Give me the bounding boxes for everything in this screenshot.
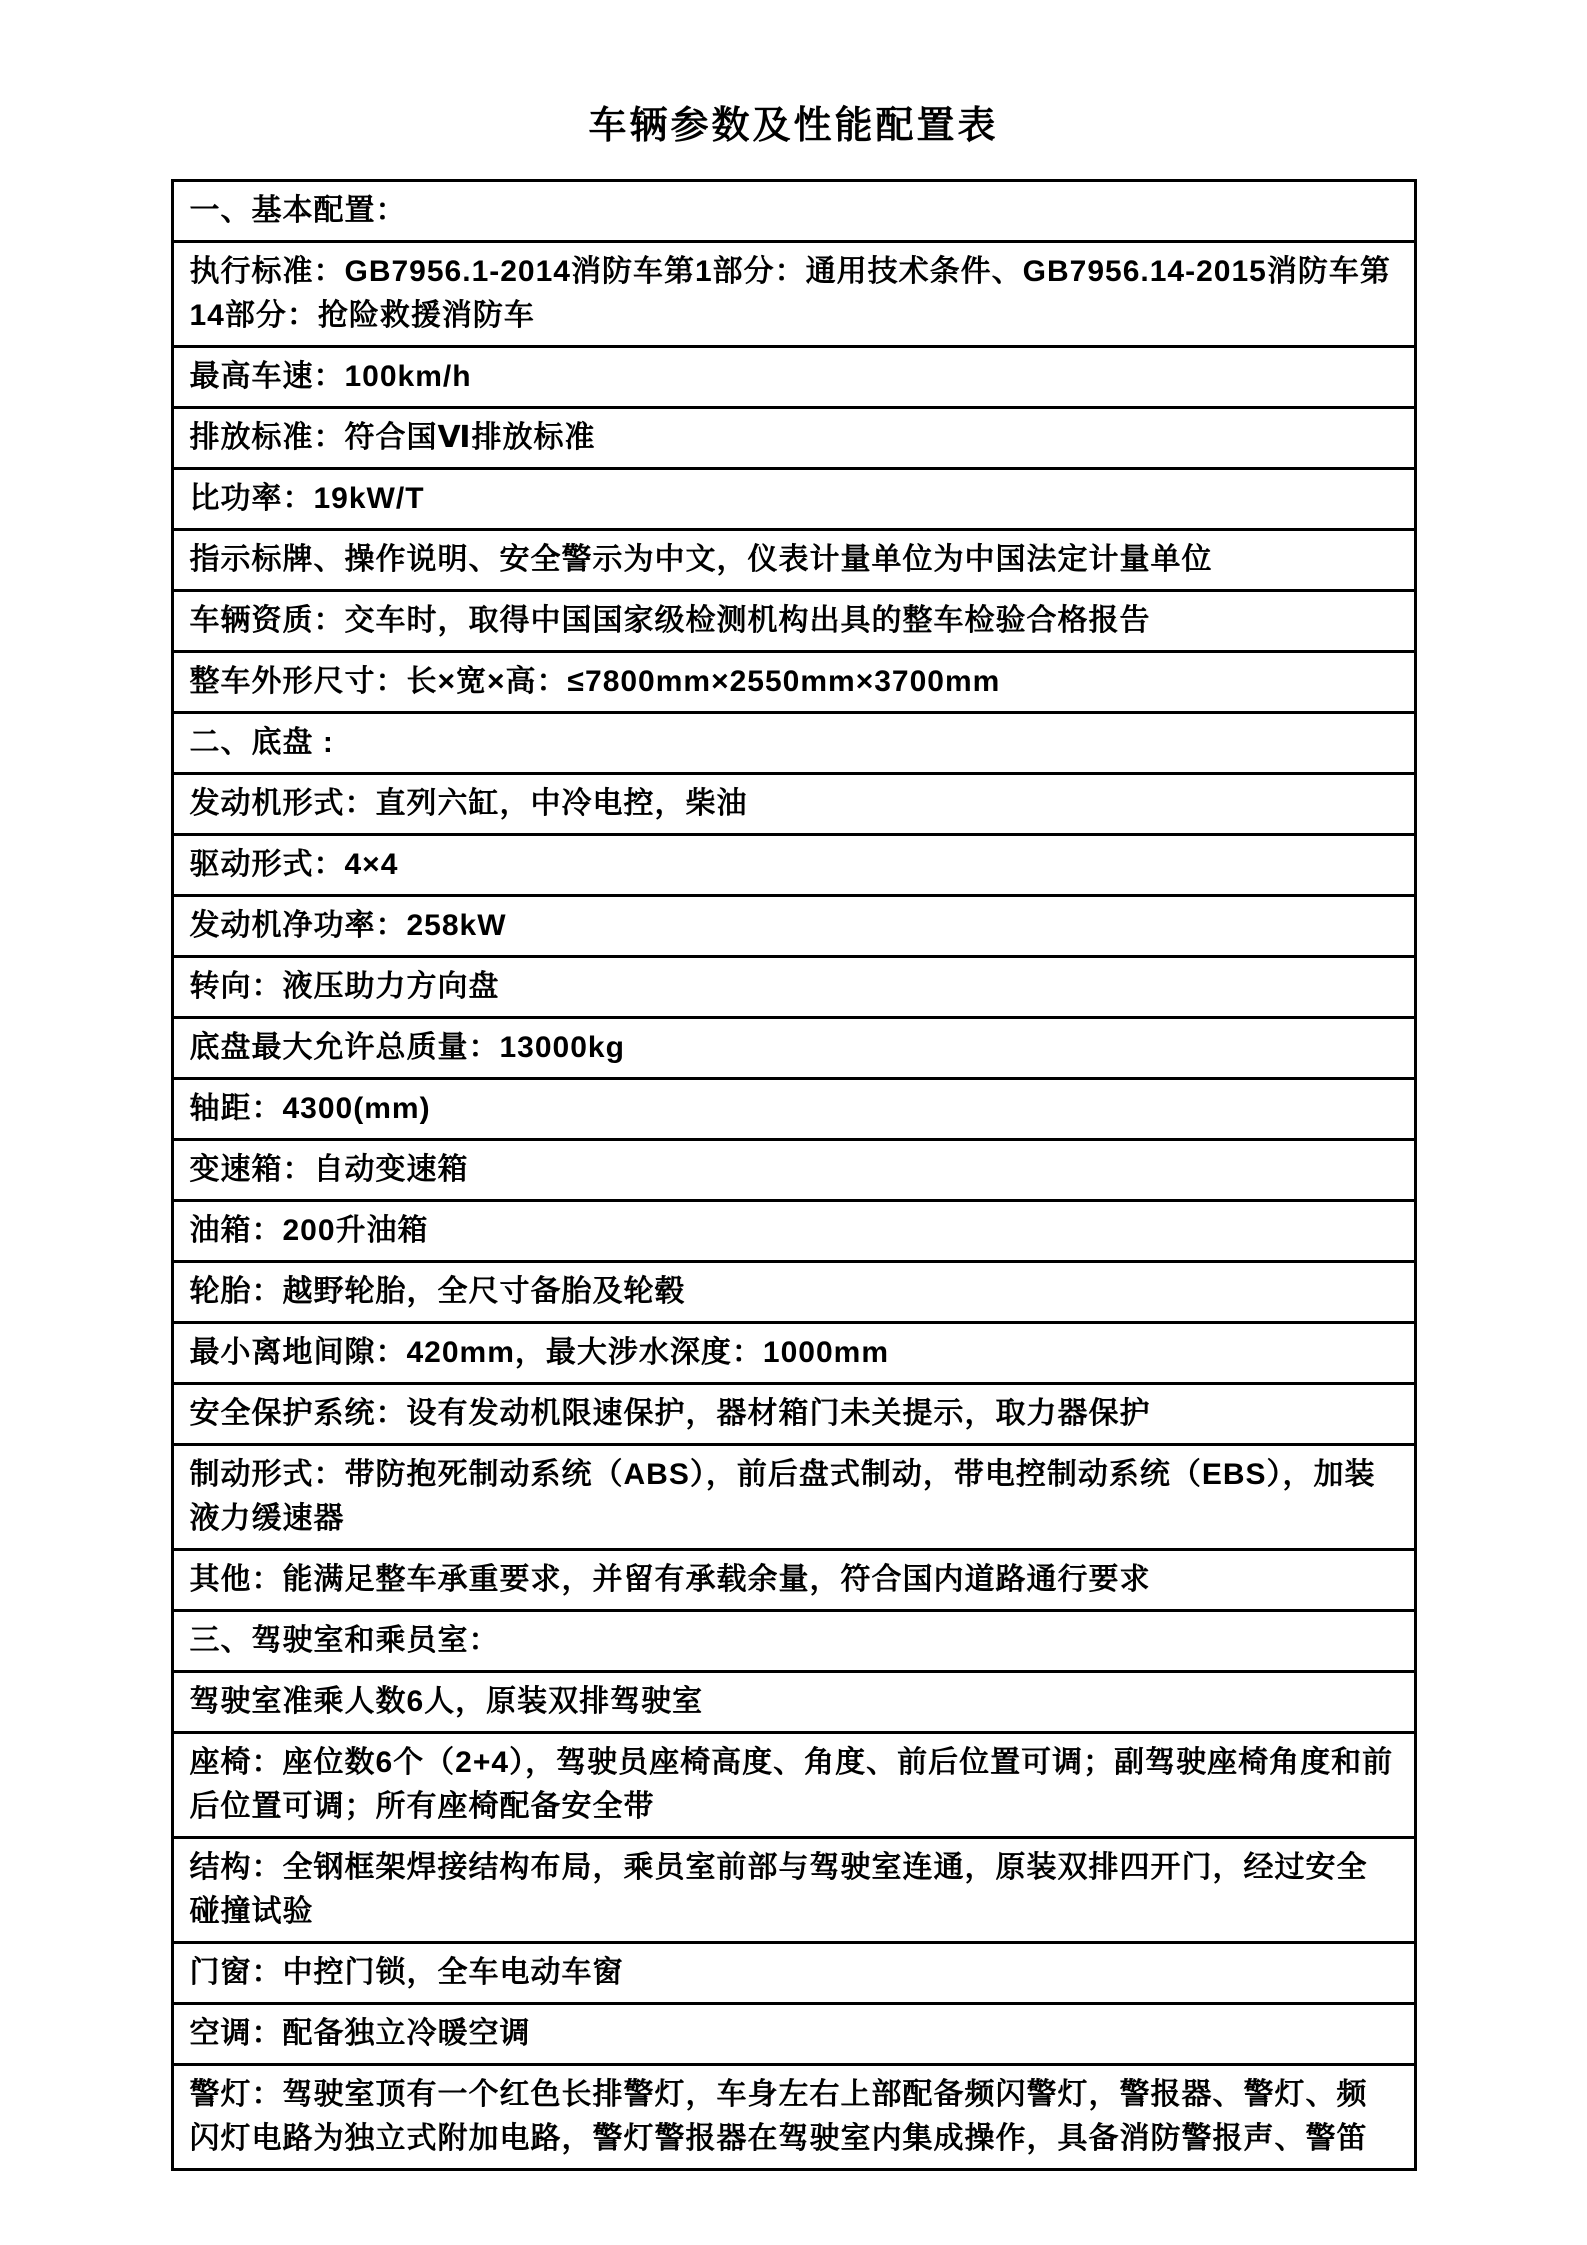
- table-row: 制动形式：带防抱死制动系统（ABS），前后盘式制动，带电控制动系统（EBS），加装液力缓速器: [174, 1446, 1414, 1551]
- table-row: 驾驶室准乘人数6人，原装双排驾驶室: [174, 1673, 1414, 1734]
- table-row: 排放标准：符合国Ⅵ排放标准: [174, 409, 1414, 470]
- table-row: 指示标牌、操作说明、安全警示为中文，仪表计量单位为中国法定计量单位: [174, 531, 1414, 592]
- table-section-row: 一、基本配置：: [174, 182, 1414, 243]
- table-row: 发动机形式：直列六缸，中冷电控，柴油: [174, 775, 1414, 836]
- table-row: 整车外形尺寸：长×宽×高：≤7800mm×2550mm×3700mm: [174, 653, 1414, 714]
- table-row: 油箱：200升油箱: [174, 1202, 1414, 1263]
- table-row: 轮胎：越野轮胎，全尺寸备胎及轮毂: [174, 1263, 1414, 1324]
- page-title: 车辆参数及性能配置表: [588, 105, 999, 147]
- vehicle-spec-table: [171, 179, 1417, 2171]
- table-row: 最高车速：100km/h: [174, 348, 1414, 409]
- table-row: 转向：液压助力方向盘: [174, 958, 1414, 1019]
- table-row: 轴距：4300(mm): [174, 1080, 1414, 1141]
- table-row: 执行标准：GB7956.1-2014消防车第1部分：通用技术条件、GB7956.14-2015消防车第14部分：抢险救援消防车: [174, 243, 1414, 348]
- table-row: 门窗：中控门锁，全车电动车窗: [174, 1944, 1414, 2005]
- table-row: 空调：配备独立冷暖空调: [174, 2005, 1414, 2066]
- table-row: 最小离地间隙：420mm，最大涉水深度：1000mm: [174, 1324, 1414, 1385]
- table-row: 结构：全钢框架焊接结构布局，乘员室前部与驾驶室连通，原装双排四开门，经过安全碰撞试验: [174, 1839, 1414, 1944]
- table-row: 驱动形式：4×4: [174, 836, 1414, 897]
- table-row: 其他：能满足整车承重要求，并留有承载余量，符合国内道路通行要求: [174, 1551, 1414, 1612]
- table-section-row: 三、驾驶室和乘员室：: [174, 1612, 1414, 1673]
- table-row: 警灯：驾驶室顶有一个红色长排警灯，车身左右上部配备频闪警灯，警报器、警灯、频闪灯电路为独立式附加电路，警灯警报器在驾驶室内集成操作，具备消防警报声、警笛: [189, 2078, 1368, 2155]
- table-row: 发动机净功率：258kW: [174, 897, 1414, 958]
- table-row: 座椅：座位数6个（2+4），驾驶员座椅高度、角度、前后位置可调；副驾驶座椅角度和前后位置可调；所有座椅配备安全带: [174, 1734, 1414, 1839]
- table-row: 安全保护系统：设有发动机限速保护，器材箱门未关提示，取力器保护: [174, 1385, 1414, 1446]
- table-row: 比功率：19kW/T: [174, 470, 1414, 531]
- table-section-row: 二、底盘 :: [174, 714, 1414, 775]
- table-row: 底盘最大允许总质量：13000kg: [174, 1019, 1414, 1080]
- table-row: 车辆资质：交车时，取得中国国家级检测机构出具的整车检验合格报告: [174, 592, 1414, 653]
- table-row: 变速箱：自动变速箱: [174, 1141, 1414, 1202]
